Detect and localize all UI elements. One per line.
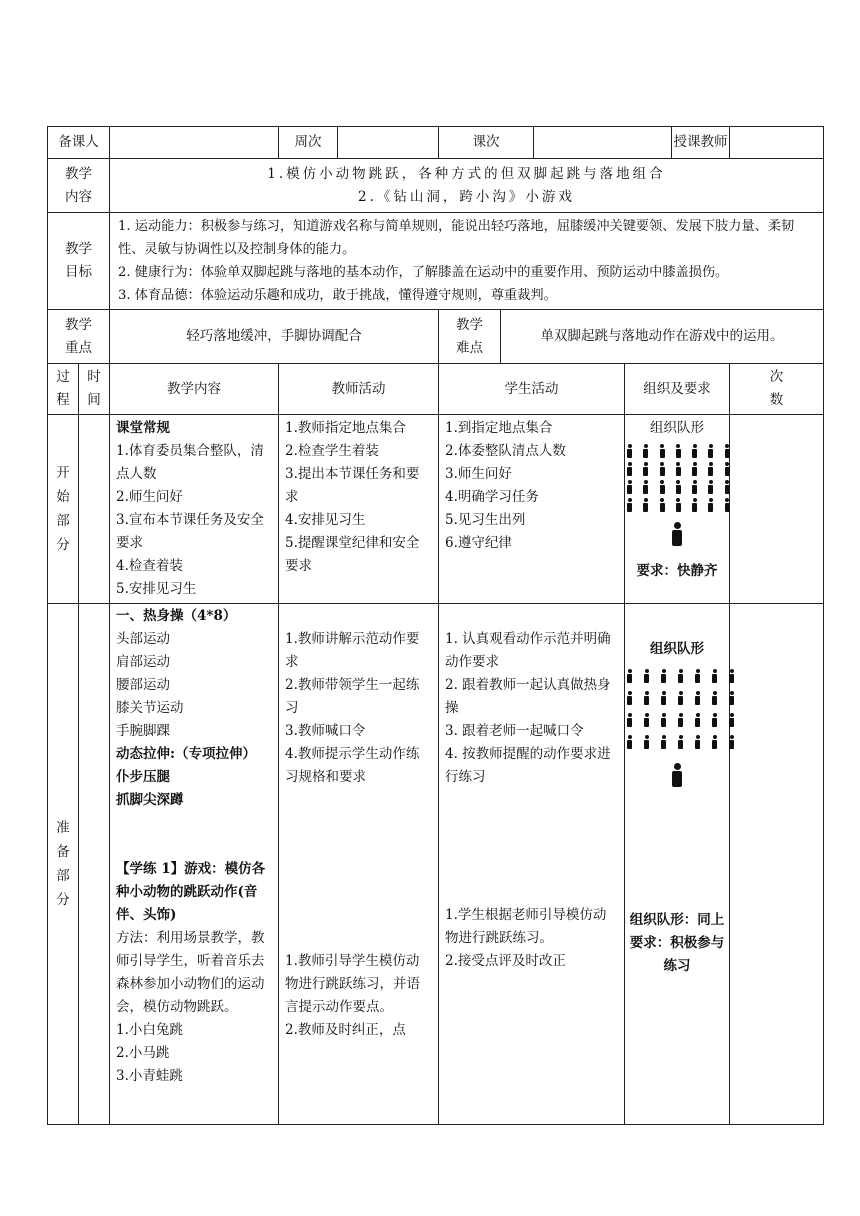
lesson-plan-table [47, 126, 824, 1125]
formation-diagram [625, 669, 729, 801]
student-icon [658, 498, 664, 512]
list-item: 4. 按教师提醒的动作要求进行练习 [445, 746, 611, 785]
student-icon [625, 669, 627, 683]
start-time [79, 415, 110, 604]
prep-content [110, 604, 279, 1125]
goals-label: 教学 目标 [48, 213, 110, 310]
goals-text [110, 213, 824, 310]
start-org [625, 415, 730, 604]
student-icon [676, 691, 678, 705]
student-icon [723, 462, 729, 476]
prep-time [79, 604, 110, 1125]
list-item: 头部运动 [116, 631, 170, 647]
student-icon [625, 444, 631, 458]
stretch-title: 动态拉伸:（专项拉伸） [116, 746, 256, 762]
content-row [48, 159, 824, 213]
list-item: 2.教师及时纠正，点 [285, 1022, 406, 1038]
list-item: 2.接受点评及时改正 [445, 953, 566, 969]
prep-student [439, 604, 625, 1125]
formation-note: 组织队形：同上 [629, 912, 725, 928]
student-icon [658, 444, 664, 458]
formation-diagram [625, 444, 729, 560]
student-icon [676, 669, 678, 683]
list-item: 4.教师提示学生动作练习规格和要求 [285, 746, 420, 785]
student-icon [710, 735, 712, 749]
start-count [730, 415, 824, 604]
student-icon [641, 444, 647, 458]
list-item: 3.小青蛙跳 [116, 1068, 183, 1084]
teacher-icon [670, 522, 684, 546]
header-row [48, 127, 824, 159]
list-item: 2.师生问好 [116, 489, 183, 505]
list-item: 3.教师喊口令 [285, 723, 366, 739]
list-item: 2. 跟着教师一起认真做热身操 [445, 677, 611, 716]
formation-requirement: 要求：积极参与练习 [629, 935, 725, 974]
student-icon [674, 462, 680, 476]
start-student [439, 415, 625, 604]
student-icon [723, 480, 729, 494]
key-value: 轻巧落地缓冲，手脚协调配合 [110, 310, 439, 364]
list-item: 1.教师引导学生模仿动物进行跳跃练习，并语言提示动作要点。 [285, 953, 420, 1015]
start-section-row [48, 415, 824, 604]
list-item: 4.安排见习生 [285, 512, 366, 528]
list-item: 2.检查学生着装 [285, 443, 379, 459]
student-icon [690, 462, 696, 476]
start-section-label: 开 始 部 分 [48, 415, 79, 604]
student-icon [659, 713, 661, 727]
student-icon [706, 480, 712, 494]
student-icon [710, 713, 712, 727]
list-item: 1.到指定地点集合 [445, 420, 553, 436]
list-item: 1.教师指定地点集合 [285, 420, 406, 436]
list-item: 1.体育委员集合整队，清点人数 [116, 443, 264, 482]
list-item: 4.检查着装 [116, 558, 183, 574]
student-icon [674, 498, 680, 512]
col-teacher: 教师活动 [279, 364, 439, 415]
goal-item: 1. 运动能力：积极参与练习，知道游戏名称与简单规则，能说出轻巧落地，屈膝缓冲关键要领、发展下肢力量、柔韧性、灵敏与协调性以及控制身体的能力。 [118, 219, 795, 257]
student-icon [625, 735, 627, 749]
col-student: 学生活动 [439, 364, 625, 415]
col-org: 组织及要求 [625, 364, 730, 415]
student-icon [706, 444, 712, 458]
student-icon [659, 735, 661, 749]
prep-org [625, 604, 730, 1125]
student-icon [693, 669, 695, 683]
goal-item: 3. 体育品德：体验运动乐趣和成功，敢于挑战，懂得遵守规则，尊重裁判。 [118, 288, 557, 303]
start-content-title: 课堂常规 [116, 420, 170, 436]
student-icon [641, 462, 647, 476]
list-item: 4.明确学习任务 [445, 489, 539, 505]
teacher-label: 授课教师 [672, 127, 730, 159]
list-item: 仆步压腿 [116, 769, 170, 785]
col-time: 时 间 [79, 364, 110, 415]
lesson-label: 课次 [439, 127, 534, 159]
warmup-title: 一、热身操（4*8） [116, 608, 237, 624]
student-icon [727, 691, 729, 705]
col-process: 过 程 [48, 364, 79, 415]
student-icon [674, 480, 680, 494]
student-icon [723, 444, 729, 458]
list-item: 1.小白兔跳 [116, 1022, 183, 1038]
student-icon [641, 498, 647, 512]
student-icon [723, 498, 729, 512]
student-icon [658, 480, 664, 494]
week-value[interactable] [338, 127, 439, 159]
student-icon [727, 713, 729, 727]
key-points-row [48, 310, 824, 364]
teacher-value[interactable] [730, 127, 824, 159]
student-icon [727, 735, 729, 749]
preparer-label: 备课人 [48, 127, 110, 159]
list-item: 3.宣布本节课任务及安全要求 [116, 512, 264, 551]
teacher-icon [670, 763, 684, 787]
list-item: 3.提出本节课任务和要求 [285, 466, 420, 505]
list-item: 2.小马跳 [116, 1045, 170, 1061]
list-item: 3. 跟着老师一起喊口令 [445, 723, 584, 739]
goals-row [48, 213, 824, 310]
game-title: 【学练 1】游戏：模仿各种小动物的跳跃动作(音伴、头饰) [116, 861, 266, 923]
student-icon [642, 735, 644, 749]
col-content: 教学内容 [110, 364, 279, 415]
difficulty-value: 单双脚起跳与落地动作在游戏中的运用。 [501, 310, 824, 364]
game-method: 方法：利用场景教学，教师引导学生，听着音乐去森林参加小动物们的运动会，模仿动物跳跃。 [116, 930, 265, 1015]
week-label: 周次 [279, 127, 338, 159]
list-item: 3.师生问好 [445, 466, 512, 482]
student-icon [642, 691, 644, 705]
content-text [110, 159, 824, 213]
list-item: 1. 认真观看动作示范并明确动作要求 [445, 631, 611, 670]
student-icon [642, 713, 644, 727]
student-icon [690, 444, 696, 458]
student-icon [690, 498, 696, 512]
prep-section-row [48, 604, 824, 1125]
prep-teacher [279, 604, 439, 1125]
goal-item: 2. 健康行为：体验单双脚起跳与落地的基本动作，了解膝盖在运动中的重要作用、预防运动中膝盖损伤。 [118, 265, 729, 280]
list-item: 膝关节运动 [116, 700, 184, 716]
student-icon [625, 713, 627, 727]
lesson-plan-sheet [47, 126, 823, 1125]
preparer-value[interactable] [110, 127, 279, 159]
list-item: 抓脚尖深蹲 [116, 792, 184, 808]
student-icon [693, 713, 695, 727]
student-icon [659, 691, 661, 705]
student-icon [659, 669, 661, 683]
student-icon [625, 480, 631, 494]
student-icon [706, 498, 712, 512]
list-item: 5.安排见习生 [116, 581, 197, 597]
difficulty-label: 教学 难点 [439, 310, 501, 364]
student-icon [658, 462, 664, 476]
formation-title: 组织队形 [650, 420, 704, 436]
list-item: 手腕脚踝 [116, 723, 170, 739]
student-icon [676, 713, 678, 727]
list-item: 1.学生根据老师引导模仿动物进行跳跃练习。 [445, 907, 607, 946]
student-icon [642, 669, 644, 683]
list-item: 5.见习生出列 [445, 512, 526, 528]
formation-requirement: 要求：快静齐 [636, 563, 718, 579]
formation-title: 组织队形 [650, 641, 704, 657]
student-icon [625, 691, 627, 705]
list-item: 腰部运动 [116, 677, 170, 693]
list-item: 肩部运动 [116, 654, 170, 670]
list-item: 6.遵守纪律 [445, 535, 512, 551]
prep-section-label: 准 备 部 分 [48, 604, 79, 1125]
student-icon [674, 444, 680, 458]
student-icon [727, 669, 729, 683]
lesson-value[interactable] [534, 127, 672, 159]
list-item: 5.提醒课堂纪律和安全要求 [285, 535, 420, 574]
student-icon [693, 691, 695, 705]
student-icon [690, 480, 696, 494]
student-icon [625, 462, 631, 476]
student-icon [706, 462, 712, 476]
student-icon [693, 735, 695, 749]
start-teacher [279, 415, 439, 604]
content-line-1: 1.模仿小动物跳跃，各种方式的但双脚起跳与落地组合 [267, 165, 666, 182]
student-icon [710, 669, 712, 683]
student-icon [641, 480, 647, 494]
list-item: 1.教师讲解示范动作要求 [285, 631, 420, 670]
content-line-2: 2.《钻山洞，跨小沟》小游戏 [358, 188, 575, 205]
list-item: 2.体委整队清点人数 [445, 443, 566, 459]
start-content [110, 415, 279, 604]
key-label: 教学 重点 [48, 310, 110, 364]
prep-count [730, 604, 824, 1125]
content-label: 教学 内容 [48, 159, 110, 213]
list-item: 2.教师带领学生一起练习 [285, 677, 420, 716]
student-icon [676, 735, 678, 749]
column-header-row [48, 364, 824, 415]
student-icon [710, 691, 712, 705]
student-icon [625, 498, 631, 512]
col-count: 次 数 [730, 364, 824, 415]
